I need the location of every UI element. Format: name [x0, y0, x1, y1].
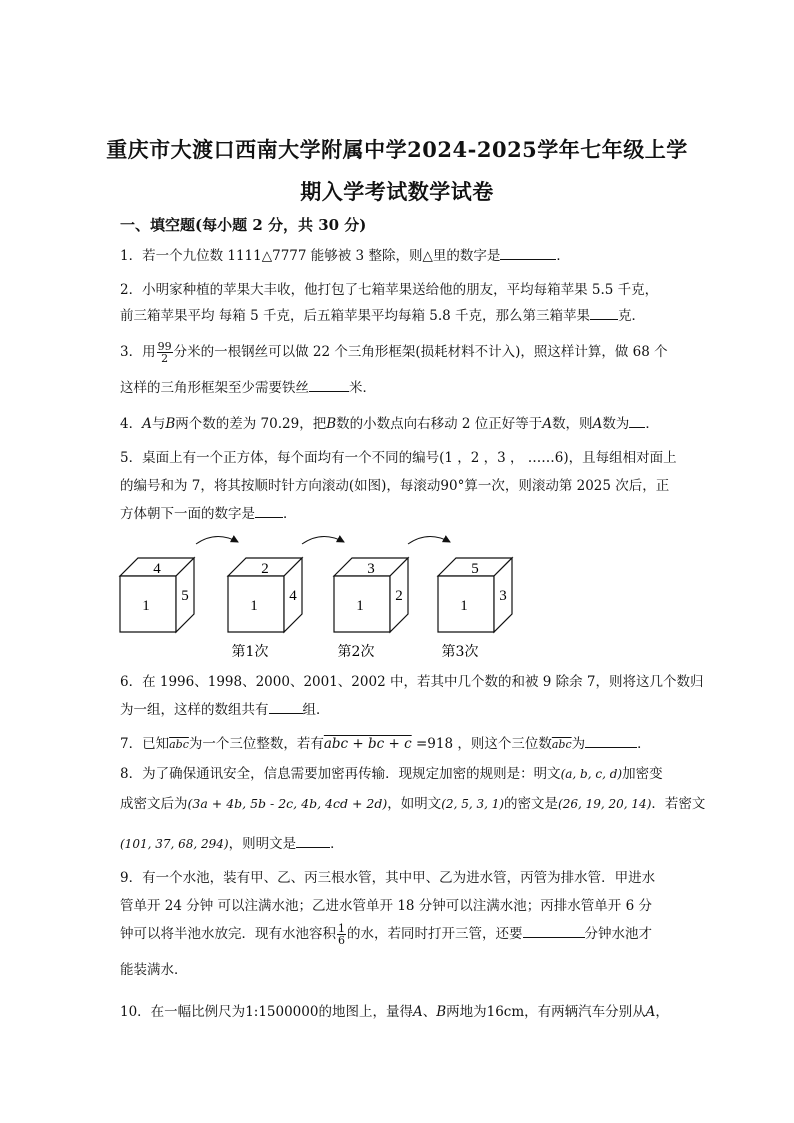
cube-side-number: 2 — [395, 588, 403, 604]
cube — [120, 558, 194, 632]
arrow-icon — [196, 536, 238, 544]
exam-title-line1: 重庆市大渡口西南大学附属中学2024-2025学年七年级上学 — [106, 137, 688, 162]
cube-top-number: 4 — [153, 561, 161, 577]
answer-blank — [269, 701, 303, 714]
question-5-line2: 的编号和为 7，将其按顺时针方向滚动(如图)，每滚动90°算一次，则滚动第 2025 次后，正 — [120, 478, 670, 494]
question-9-line2: 管单开 24 分钟 可以注满水池；乙进水管单开 18 分钟可以注满水池；丙排水管单开 6 分 — [120, 898, 652, 914]
question-3-line2: 这样的三角形框架至少需要铁丝 米． — [120, 380, 376, 396]
cube-caption: 第2次 — [337, 644, 375, 658]
cube-front-number: 1 — [250, 598, 258, 614]
question-10-line1: 10．在一幅比例尺为1:1500000的地图上，量得A、B两地为16cm，有两辆汽车分别从A， — [120, 1004, 669, 1020]
cube — [334, 558, 408, 658]
question-7: 7．已知$\overline{abc}$为一个三位整数，若有abc + bc + c =918 ，则这个三位数$\overline{abc}$为 ． — [120, 736, 651, 752]
cube-side-number: 4 — [289, 588, 297, 604]
question-6-line2: 为一组，这样的数组共有 组． — [120, 702, 330, 718]
question-8-line2: 成密文后为(3a + 4b, 5b - 2c, 4b, 4cd + 2d)，如明文(2, 5, 3, 1)的密文是(26, 19, 20, 14)．若密文 — [120, 796, 706, 812]
cube-side-number: 3 — [499, 588, 507, 604]
exam-title-line2: 期入学考试数学试卷 — [300, 179, 494, 204]
answer-blank — [500, 247, 556, 260]
cube-side-number: 5 — [181, 588, 189, 604]
question-5-line3: 方体朝下一面的数字是 ． — [120, 506, 297, 522]
cube-rolling-figure — [112, 528, 532, 658]
arrow-icon — [408, 536, 450, 544]
question-1: 1．若一个九位数 1111△7777 能够被 3 整除，则△里的数字是 ． — [120, 248, 570, 264]
question-3-line1: 3．用 $\frac{99}{2}$ 分米的一根钢丝可以做 22 个三角形框架(损耗材料不计入)，照这样计算，做 68 个 — [120, 340, 668, 365]
question-9-line3: 钟可以将半池水放完．现有水池容积 $\frac{1}{6}$ 的水，若同时打开三管，还要 分钟水池才 — [120, 922, 652, 947]
cube-caption: 第1次 — [231, 644, 269, 658]
answer-blank — [629, 415, 645, 428]
question-5-line1: 5．桌面上有一个正方体，每个面均有一个不同的编号(1 ，2 ，3 ， ……6)，且每组相对面上 — [120, 450, 677, 466]
cube-front-number: 1 — [356, 598, 364, 614]
answer-blank — [523, 925, 585, 938]
arrow-icon — [302, 536, 344, 544]
cube-top-number: 2 — [261, 561, 269, 577]
fraction: $\frac{99}{2}$ — [157, 340, 172, 365]
cube-front-number: 1 — [460, 598, 468, 614]
question-6-line1: 6．在 1996、1998、2000、2001、2002 中，若其中几个数的和被 9 除余 7，则将这几个数归 — [120, 674, 704, 690]
cube — [228, 558, 302, 658]
cube-top-number: 5 — [471, 561, 479, 577]
cube-front-number: 1 — [142, 598, 150, 614]
fraction: $\frac{1}{6}$ — [338, 922, 345, 947]
answer-blank — [585, 735, 637, 748]
answer-blank — [296, 835, 330, 848]
answer-blank — [255, 505, 283, 518]
question-9-line4: 能装满水． — [120, 962, 188, 978]
question-2-line1: 2．小明家种植的苹果大丰收，他打包了七箱苹果送给他的朋友，平均每箱苹果 5.5 千克， — [120, 282, 659, 298]
question-2-line2: 前三箱苹果平均 每箱 5 千克，后五箱苹果平均每箱 5.8 千克，那么第三箱苹果 克． — [120, 308, 646, 324]
answer-blank — [309, 379, 349, 392]
cube-top-number: 3 — [367, 561, 375, 577]
question-4: 4．A与B两个数的差为 70.29，把B数的小数点向右移动 2 位正好等于A数，则A数为 ． — [120, 416, 659, 432]
cube — [438, 558, 512, 658]
question-8-line3: (101, 37, 68, 294)，则明文是 ． — [120, 836, 344, 852]
question-9-line1: 9．有一个水池，装有甲、乙、丙三根水管，其中甲、乙为进水管，丙管为排水管．甲进水 — [120, 870, 656, 886]
answer-blank — [590, 307, 618, 320]
cube-caption: 第3次 — [441, 644, 479, 658]
question-8-line1: 8．为了确保通讯安全，信息需要加密再传输．现规定加密的规则是：明文(a, b, c, d)加密变 — [120, 766, 663, 782]
section-heading: 一、填空题(每小题 2 分，共 30 分) — [120, 216, 367, 234]
